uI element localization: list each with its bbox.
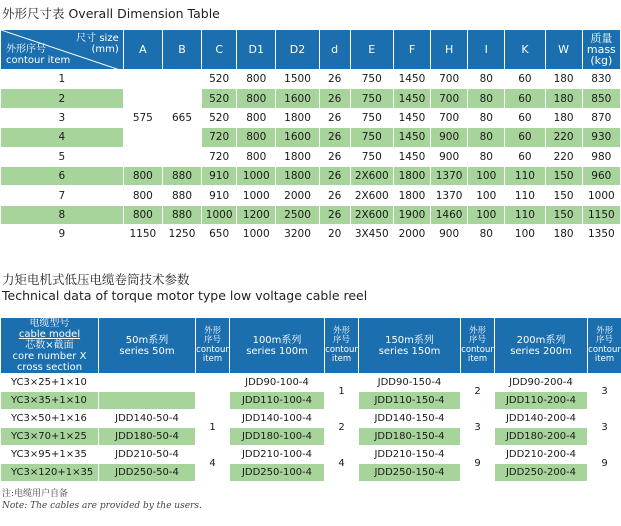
cell-model: YC3×25+1×10 — [1, 374, 99, 392]
table-row — [1, 70, 621, 89]
contour-zh2: 序号 — [203, 335, 221, 345]
cell-D1: 800 — [237, 147, 276, 166]
cell-series150: JDD180-150-4 — [359, 428, 461, 446]
cell-D1: 800 — [237, 108, 276, 127]
cell-K: 110 — [505, 186, 545, 205]
cell-series150: JDD110-150-4 — [359, 392, 461, 410]
contour-en2: item — [594, 354, 615, 364]
cell-C: 910 — [202, 166, 237, 185]
series150-zh: 150m系列 — [385, 334, 434, 346]
cell-d: 26 — [319, 205, 350, 224]
cell-D2: 1600 — [276, 128, 319, 147]
cell-series200: JDD140-200-4 — [495, 410, 588, 428]
series200-header — [495, 318, 588, 374]
cell-B: 880 — [162, 186, 201, 205]
cell-series150: JDD140-150-4 — [359, 410, 461, 428]
cell-series200: JDD210-200-4 — [495, 446, 588, 464]
model-header — [1, 318, 99, 374]
cell-item: 9 — [1, 225, 124, 244]
cell-item: 4 — [1, 128, 124, 147]
cell-contour-200: 9 — [588, 446, 621, 482]
cell-D1: 1200 — [237, 205, 276, 224]
cell-F: 1450 — [393, 70, 430, 89]
cell-series100: JDD180-100-4 — [230, 428, 325, 446]
cell-E: 750 — [350, 128, 393, 147]
dimension-table-title: 外形尺寸表 Overall Dimension Table — [2, 6, 220, 21]
cell-contour-150: 9 — [461, 446, 495, 482]
core-en1: core number X — [12, 351, 87, 362]
cell-F: 1450 — [393, 89, 430, 108]
cell-series50: JDD180-50-4 — [99, 428, 196, 446]
cell-series50 — [99, 392, 196, 410]
corner-size-label: 尺寸 size — [76, 33, 119, 44]
cell-A: 1150 — [123, 225, 162, 244]
cell-D1: 1000 — [237, 186, 276, 205]
contour-en1: contour — [461, 344, 494, 355]
cell-I: 100 — [468, 205, 505, 224]
cell-H: 900 — [431, 225, 468, 244]
cell-F: 1800 — [393, 186, 430, 205]
table-row — [1, 186, 621, 205]
cell-F: 1800 — [393, 166, 430, 185]
col-header-C: C — [202, 30, 237, 70]
cell-series200: JDD250-200-4 — [495, 464, 588, 482]
cell-C: 520 — [202, 89, 237, 108]
cell-I: 80 — [468, 108, 505, 127]
cell-C: 650 — [202, 225, 237, 244]
table-row — [1, 446, 621, 464]
col-header-W: W — [545, 30, 582, 70]
cell-series100: JDD250-100-4 — [230, 464, 325, 482]
cell-W: 150 — [545, 186, 582, 205]
reel-table — [0, 317, 621, 482]
cell-model: YC3×35+1×10 — [1, 392, 99, 410]
cell-H: 1460 — [431, 205, 468, 224]
contour-en1: contour — [196, 344, 229, 355]
corner-unit-label: (mm) — [91, 44, 119, 55]
table-row — [1, 166, 621, 185]
mass-unit: (kg) — [590, 54, 613, 67]
cell-D2: 2500 — [276, 205, 319, 224]
cell-K: 60 — [505, 147, 545, 166]
cell-D2: 3200 — [276, 225, 319, 244]
cell-I: 100 — [468, 166, 505, 185]
cell-d: 26 — [319, 166, 350, 185]
cell-E: 750 — [350, 108, 393, 127]
cell-mass: 1000 — [582, 186, 620, 205]
model-en: cable model — [18, 329, 81, 340]
mass-en: mass — [586, 43, 616, 56]
cell-D1: 1000 — [237, 225, 276, 244]
series200-zh: 200m系列 — [516, 334, 566, 346]
cell-item: 5 — [1, 147, 124, 166]
series50-en: series 50m — [119, 345, 175, 357]
contour-en2: item — [331, 354, 352, 364]
mass-zh: 质量 — [590, 32, 613, 45]
cell-series200: JDD90-200-4 — [495, 374, 588, 392]
corner-item-en: contour item — [6, 55, 71, 66]
series100-en: series 100m — [246, 345, 308, 357]
cell-W: 220 — [545, 147, 582, 166]
contour-zh1: 外形 — [595, 325, 613, 336]
cell-series50: JDD210-50-4 — [99, 446, 196, 464]
cell-H: 1370 — [431, 186, 468, 205]
cell-d: 26 — [319, 108, 350, 127]
table-row — [1, 428, 621, 446]
reel-table-title-en: Technical data of torque motor type low voltage cable reel — [2, 288, 368, 303]
cell-H: 700 — [431, 89, 468, 108]
cell-d: 26 — [319, 89, 350, 108]
cell-D2: 1800 — [276, 108, 319, 127]
col-header-A: A — [123, 30, 162, 70]
cell-item: 8 — [1, 205, 124, 224]
cell-D1: 800 — [237, 89, 276, 108]
cell-series200: JDD110-200-4 — [495, 392, 588, 410]
cell-I: 80 — [468, 89, 505, 108]
cell-D2: 1800 — [276, 147, 319, 166]
contour-header-200 — [588, 318, 621, 374]
cell-F: 1900 — [393, 205, 430, 224]
cell-E: 2X600 — [350, 166, 393, 185]
cell-C: 720 — [202, 147, 237, 166]
cell-K: 60 — [505, 128, 545, 147]
cell-K: 60 — [505, 108, 545, 127]
cell-contour-200: 3 — [588, 410, 621, 446]
cell-W: 150 — [545, 166, 582, 185]
contour-zh1: 外形 — [332, 325, 350, 336]
cell-contour-150: 2 — [461, 374, 495, 410]
cell-F: 1450 — [393, 128, 430, 147]
cell-E: 3X450 — [350, 225, 393, 244]
cell-series50: JDD250-50-4 — [99, 464, 196, 482]
table-row — [1, 89, 621, 108]
series200-en: series 200m — [510, 345, 572, 357]
contour-zh1: 外形 — [468, 325, 486, 336]
cell-model: YC3×120+1×35 — [1, 464, 99, 482]
table-row — [1, 147, 621, 166]
cell-F: 2000 — [393, 225, 430, 244]
series150-header — [359, 318, 461, 374]
cell-H: 900 — [431, 128, 468, 147]
cell-W: 180 — [545, 89, 582, 108]
cell-W: 220 — [545, 128, 582, 147]
cell-W: 180 — [545, 108, 582, 127]
model-zh: 电缆型号 — [29, 318, 70, 329]
cell-B: 880 — [162, 205, 201, 224]
cell-F: 1450 — [393, 108, 430, 127]
cell-item: 7 — [1, 186, 124, 205]
cell-B: 1250 — [162, 225, 201, 244]
cell-mass: 960 — [582, 166, 620, 185]
cell-A: 800 — [123, 205, 162, 224]
contour-en2: item — [202, 354, 223, 364]
cell-I: 100 — [468, 186, 505, 205]
cell-contour-100: 1 — [325, 374, 359, 410]
cell-series150: JDD90-150-4 — [359, 374, 461, 392]
cell-D2: 1600 — [276, 89, 319, 108]
contour-zh1: 外形 — [203, 325, 221, 336]
cell-series150: JDD250-150-4 — [359, 464, 461, 482]
table-row — [1, 108, 621, 127]
cell-d: 26 — [319, 147, 350, 166]
contour-header-100 — [325, 318, 359, 374]
cell-series100: JDD90-100-4 — [230, 374, 325, 392]
series150-en: series 150m — [378, 345, 441, 357]
cell-series100: JDD140-100-4 — [230, 410, 325, 428]
cell-A: 575 — [123, 70, 162, 167]
cell-d: 26 — [319, 70, 350, 89]
cell-W: 180 — [545, 70, 582, 89]
cell-mass: 930 — [582, 128, 620, 147]
cell-series150: JDD210-150-4 — [359, 446, 461, 464]
cell-I: 80 — [468, 225, 505, 244]
cell-H: 700 — [431, 70, 468, 89]
cell-E: 2X600 — [350, 186, 393, 205]
cell-contour-150: 3 — [461, 410, 495, 446]
col-header-I: I — [468, 30, 505, 70]
col-header-H: H — [431, 30, 468, 70]
cell-series100: JDD210-100-4 — [230, 446, 325, 464]
series50-header — [99, 318, 196, 374]
cell-W: 180 — [545, 225, 582, 244]
cell-d: 20 — [319, 225, 350, 244]
cell-item: 6 — [1, 166, 124, 185]
reel-table-title-zh: 力矩电机式低压电缆卷筒技术参数 — [2, 272, 190, 287]
col-header-d: d — [319, 30, 350, 70]
cell-H: 700 — [431, 108, 468, 127]
contour-header-50 — [196, 318, 230, 374]
cell-B: 665 — [162, 70, 201, 167]
col-header-F: F — [393, 30, 430, 70]
cell-F: 1450 — [393, 147, 430, 166]
cell-mass: 830 — [582, 70, 620, 89]
cell-item: 1 — [1, 70, 124, 89]
contour-header-150 — [461, 318, 495, 374]
cell-A: 800 — [123, 166, 162, 185]
cell-contour-50: 1 — [196, 410, 230, 446]
contour-en2: item — [467, 354, 488, 364]
col-header-D1: D1 — [237, 30, 276, 70]
cell-K: 60 — [505, 70, 545, 89]
cell-D1: 800 — [237, 70, 276, 89]
cell-mass: 870 — [582, 108, 620, 127]
table-row — [1, 225, 621, 244]
cell-D2: 1500 — [276, 70, 319, 89]
table-row — [1, 392, 621, 410]
contour-en1: contour — [325, 344, 358, 355]
cell-contour-100: 4 — [325, 446, 359, 482]
dimension-table — [0, 29, 621, 245]
cell-D1: 800 — [237, 128, 276, 147]
cell-model: YC3×95+1×35 — [1, 446, 99, 464]
series50-zh: 50m系列 — [125, 334, 169, 346]
table-row — [1, 205, 621, 224]
cell-W: 150 — [545, 205, 582, 224]
table-row — [1, 464, 621, 482]
cell-K: 110 — [505, 205, 545, 224]
cell-C: 520 — [202, 70, 237, 89]
cell-mass: 980 — [582, 147, 620, 166]
col-header-mass — [582, 30, 620, 70]
col-header-E: E — [350, 30, 393, 70]
reel-table-title — [2, 272, 367, 304]
cell-series100: JDD110-100-4 — [230, 392, 325, 410]
col-header-D2: D2 — [276, 30, 319, 70]
corner-item-zh: 外形序号 — [6, 44, 46, 55]
core-zh: 芯数×截面 — [25, 340, 74, 351]
cell-B: 880 — [162, 166, 201, 185]
table-row — [1, 374, 621, 392]
cell-A: 800 — [123, 186, 162, 205]
table-row — [1, 128, 621, 147]
contour-zh2: 序号 — [468, 335, 486, 345]
cell-series50 — [99, 374, 196, 392]
cell-item: 2 — [1, 89, 124, 108]
contour-en1: contour — [588, 344, 621, 355]
col-header-K: K — [505, 30, 545, 70]
cell-E: 750 — [350, 70, 393, 89]
cell-I: 80 — [468, 70, 505, 89]
cell-E: 750 — [350, 89, 393, 108]
col-header-B: B — [162, 30, 201, 70]
contour-zh2: 序号 — [332, 335, 350, 345]
footnote-zh: 注:电缆用户自备 — [2, 489, 69, 499]
cell-H: 1370 — [431, 166, 468, 185]
contour-zh2: 序号 — [595, 335, 613, 345]
cell-model: YC3×70+1×25 — [1, 428, 99, 446]
series100-zh: 100m系列 — [252, 334, 302, 346]
cell-E: 750 — [350, 147, 393, 166]
cell-model: YC3×50+1×16 — [1, 410, 99, 428]
cell-C: 720 — [202, 128, 237, 147]
cell-I: 80 — [468, 147, 505, 166]
cell-d: 26 — [319, 186, 350, 205]
cell-mass: 1350 — [582, 225, 620, 244]
cell-H: 900 — [431, 147, 468, 166]
cell-C: 910 — [202, 186, 237, 205]
cell-item: 3 — [1, 108, 124, 127]
series100-header — [230, 318, 325, 374]
cell-E: 2X600 — [350, 205, 393, 224]
cell-C: 1000 — [202, 205, 237, 224]
cell-series50: JDD140-50-4 — [99, 410, 196, 428]
cell-contour-100: 2 — [325, 410, 359, 446]
corner-header — [1, 30, 124, 70]
cell-D2: 2000 — [276, 186, 319, 205]
cell-d: 26 — [319, 128, 350, 147]
cell-mass: 1150 — [582, 205, 620, 224]
cell-K: 110 — [505, 166, 545, 185]
cell-D2: 1800 — [276, 166, 319, 185]
table-row — [1, 410, 621, 428]
cell-contour-200: 3 — [588, 374, 621, 410]
cell-D1: 1000 — [237, 166, 276, 185]
cell-C: 520 — [202, 108, 237, 127]
footnote — [2, 488, 202, 512]
cell-K: 60 — [505, 89, 545, 108]
core-en2: cross section — [16, 362, 83, 373]
cell-contour-50 — [196, 374, 230, 410]
cell-K: 100 — [505, 225, 545, 244]
cell-I: 80 — [468, 128, 505, 147]
footnote-en: Note: The cables are provided by the users. — [2, 501, 202, 511]
cell-series200: JDD180-200-4 — [495, 428, 588, 446]
cell-mass: 850 — [582, 89, 620, 108]
cell-contour-50: 4 — [196, 446, 230, 482]
